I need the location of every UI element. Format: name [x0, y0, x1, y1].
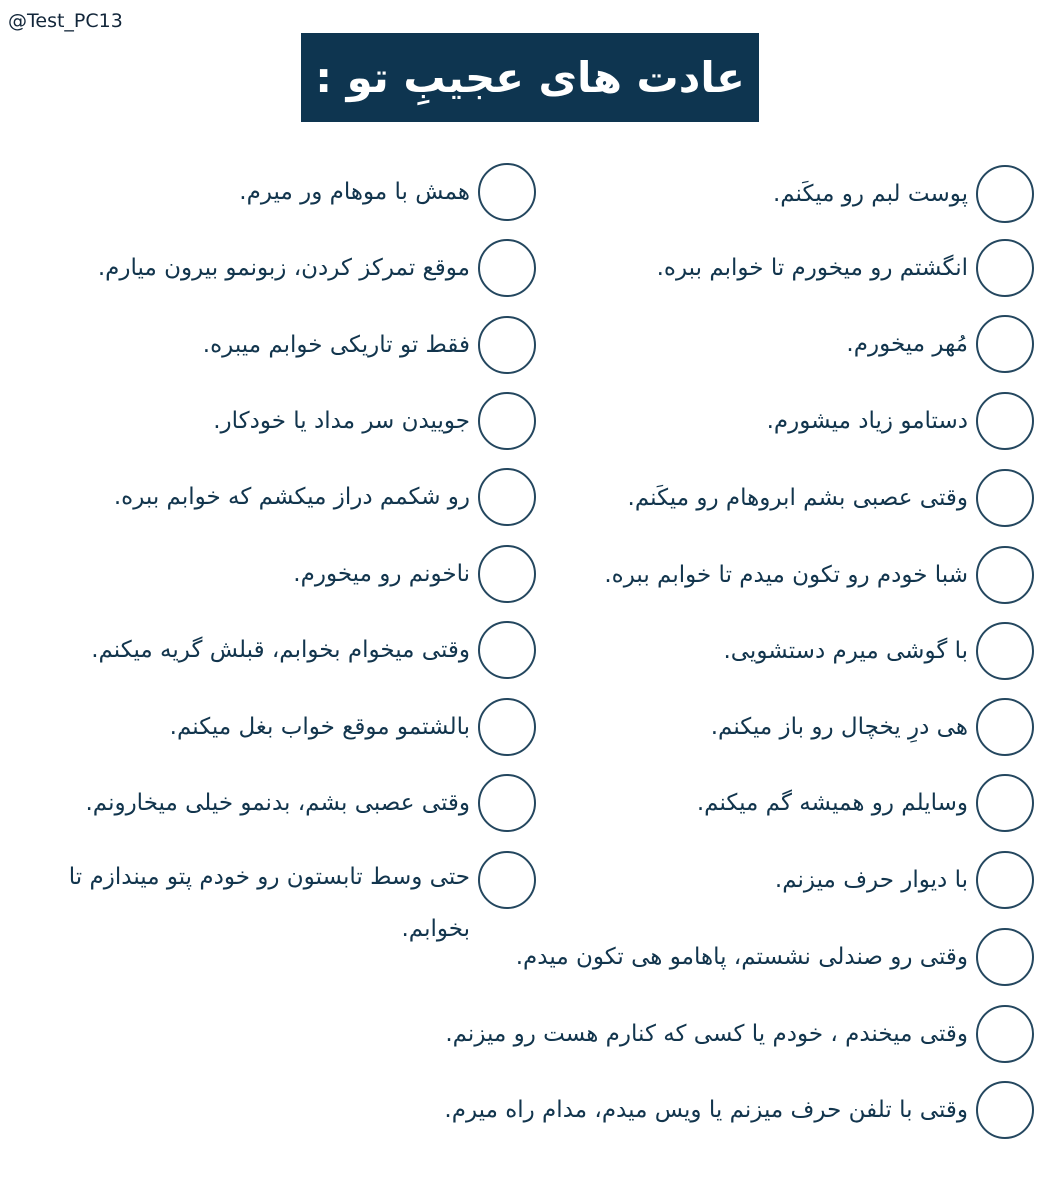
checkbox-circle[interactable] — [976, 622, 1034, 680]
checklist-item[interactable] — [604, 546, 1034, 604]
checkbox-circle[interactable] — [478, 698, 536, 756]
checklist-item[interactable] — [213, 392, 536, 450]
checkbox-circle[interactable] — [478, 545, 536, 603]
item-label: وسایلم رو همیشه گم میکنم. — [696, 790, 968, 816]
item-label: حتی وسط تابستون رو خودم پتو میندازم تا بخوابم. — [68, 864, 470, 942]
checkbox-circle[interactable] — [478, 239, 536, 297]
checkbox-circle[interactable] — [478, 163, 536, 221]
checklist-item[interactable] — [203, 316, 536, 374]
item-label: هی درِ یخچال رو باز میکنم. — [710, 714, 968, 740]
checkbox-circle[interactable] — [976, 239, 1034, 297]
checklist-item[interactable] — [657, 239, 1034, 297]
checklist-item[interactable] — [697, 774, 1034, 832]
checkbox-circle[interactable] — [478, 316, 536, 374]
checklist-item[interactable] — [98, 239, 536, 297]
checklist-item[interactable] — [91, 621, 536, 679]
checkbox-circle[interactable] — [976, 392, 1034, 450]
item-label: پوست لبم رو میکَنم. — [772, 181, 968, 207]
item-label: با دیوار حرف میزنم. — [774, 867, 968, 893]
checkbox-circle[interactable] — [976, 469, 1034, 527]
checkbox-circle[interactable] — [976, 1005, 1034, 1063]
item-label: رو شکمم دراز میکشم که خوابم ببره. — [113, 484, 470, 510]
checklist-item[interactable] — [711, 698, 1034, 756]
item-label: فقط تو تاریکی خوابم میبره. — [202, 332, 470, 358]
checklist-item[interactable] — [239, 163, 536, 221]
item-label: انگشتم رو میخورم تا خوابم ببره. — [656, 255, 968, 281]
checkbox-circle[interactable] — [478, 851, 536, 909]
checkbox-circle[interactable] — [976, 774, 1034, 832]
checkbox-circle[interactable] — [976, 546, 1034, 604]
checklist-item[interactable] — [775, 851, 1034, 909]
author-handle: @Test_PC13 — [8, 10, 123, 32]
checklist-item[interactable] — [846, 315, 1034, 373]
checkbox-circle[interactable] — [976, 1081, 1034, 1139]
page-title: عادت های عجیبِ تو : — [301, 33, 759, 122]
checklist-item[interactable] — [170, 698, 536, 756]
checkbox-circle[interactable] — [976, 928, 1034, 986]
item-label: همش با موهام ور میرم. — [239, 179, 470, 205]
item-label: شبا خودم رو تکون میدم تا خوابم ببره. — [604, 562, 968, 588]
checkbox-circle[interactable] — [976, 851, 1034, 909]
item-label: دستامو زیاد میشورم. — [766, 408, 968, 434]
checklist-item[interactable] — [114, 468, 536, 526]
checkbox-circle[interactable] — [976, 315, 1034, 373]
item-label: وقتی میخندم ، خودم یا کسی که کنارم هست رو میزنم. — [445, 1021, 968, 1047]
checklist-item[interactable] — [293, 545, 536, 603]
checklist-item[interactable] — [773, 165, 1034, 223]
item-label: بالشتمو موقع خواب بغل میکنم. — [169, 714, 470, 740]
checkbox-circle[interactable] — [478, 468, 536, 526]
checkbox-circle[interactable] — [478, 774, 536, 832]
checklist-item[interactable] — [767, 392, 1034, 450]
item-label: وقتی عصبی بشم ابروهام رو میکَنم. — [627, 485, 968, 511]
checklist-item[interactable] — [516, 928, 1034, 986]
item-label: با گوشی میرم دستشویی. — [723, 638, 968, 664]
item-label: جوییدن سر مداد یا خودکار. — [213, 408, 470, 434]
checklist-item[interactable] — [445, 1005, 1034, 1063]
checkbox-circle[interactable] — [976, 698, 1034, 756]
item-label: مُهر میخورم. — [846, 331, 968, 357]
item-label: وقتی با تلفن حرف میزنم یا ویس میدم، مدام راه میرم. — [444, 1097, 968, 1123]
checklist-item[interactable] — [444, 1081, 1034, 1139]
checkbox-circle[interactable] — [478, 621, 536, 679]
checklist-item[interactable] — [85, 774, 536, 832]
item-label: وقتی رو صندلی نشستم، پاهامو هی تکون میدم. — [515, 944, 968, 970]
checklist-item[interactable] — [723, 622, 1034, 680]
checklist-item[interactable] — [628, 469, 1034, 527]
checklist-item[interactable] — [10, 851, 536, 955]
item-label: ناخونم رو میخورم. — [293, 561, 470, 587]
checkbox-circle[interactable] — [478, 392, 536, 450]
item-label: وقتی عصبی بشم، بدنمو خیلی میخارونم. — [85, 790, 470, 816]
checkbox-circle[interactable] — [976, 165, 1034, 223]
item-label: وقتی میخوام بخوابم، قبلش گریه میکنم. — [91, 637, 470, 663]
item-label: موقع تمرکز کردن، زبونمو بیرون میارم. — [97, 255, 470, 281]
